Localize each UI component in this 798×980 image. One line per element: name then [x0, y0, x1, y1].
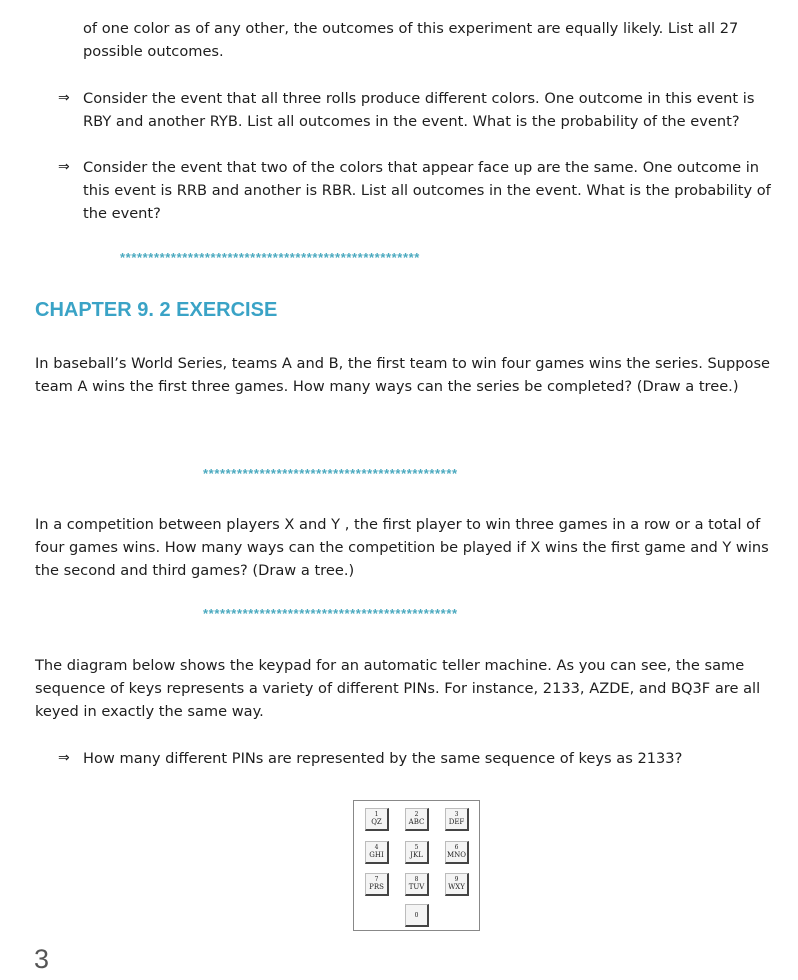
keypad-key-8 [405, 873, 429, 896]
implies-arrow-icon: ⇒ [58, 90, 70, 106]
keypad-key-6 [445, 841, 469, 864]
para-3-line-1: The diagram below shows the keypad for an automatic teller machine. As you can see, the same [35, 657, 745, 674]
star-separator: ********************************************* [203, 466, 458, 481]
key-digit: 3 [454, 811, 459, 818]
keypad-key-0 [405, 904, 429, 927]
implies-arrow-icon: ⇒ [58, 750, 70, 766]
key-digit: 8 [414, 876, 419, 883]
key-digit: 1 [374, 811, 379, 818]
key-letters: PRS [369, 883, 384, 891]
key-digit: 9 [454, 876, 459, 883]
bullet-1-line-1: Consider the event that all three rolls produce different colors. One outcome in this event is [83, 90, 755, 107]
para-2-line-3: the second and third games? (Draw a tree.) [35, 562, 355, 579]
bullet-2-line-2: this event is RRB and another is RBR. List all outcomes in the event. What is the probability of [83, 182, 771, 199]
key-digit: 4 [374, 844, 379, 851]
bullet-2-line-1: Consider the event that two of the colors that appear face up are the same. One outcome in [83, 159, 760, 176]
keypad-key-4 [365, 841, 389, 864]
para-2-line-1: In a competition between players X and Y , the first player to win three games in a row or a total of [35, 516, 761, 533]
keypad-key-2 [405, 808, 429, 831]
para-3-line-3: keyed in exactly the same way. [35, 703, 264, 720]
implies-arrow-icon: ⇒ [58, 159, 70, 175]
key-digit: 5 [414, 844, 419, 851]
para-3-line-2: sequence of keys represents a variety of different PINs. For instance, 2133, AZDE, and BQ3F are all [35, 680, 761, 697]
key-digit: 6 [454, 844, 459, 851]
key-digit: 0 [414, 912, 419, 919]
keypad-key-5 [405, 841, 429, 864]
key-letters: WXY [448, 883, 465, 891]
chapter-title: CHAPTER 9. 2 EXERCISE [35, 299, 278, 321]
page-number: 3 [34, 944, 50, 974]
key-letters: DEF [448, 818, 465, 826]
bullet-2-line-3: the event? [83, 205, 161, 222]
key-digit: 2 [414, 811, 419, 818]
key-letters: MNO [446, 851, 467, 859]
intro-line-2: possible outcomes. [83, 43, 224, 60]
key-letters: JKL [410, 851, 423, 859]
key-letters: QZ [371, 818, 382, 826]
bullet-1-line-2: RBY and another RYB. List all outcomes in the event. What is the probability of the event? [83, 113, 740, 130]
key-letters: TUV [408, 883, 425, 891]
key-letters: ABC [408, 818, 425, 826]
star-separator: ********************************************* [203, 606, 458, 621]
para-1-line-1: In baseball’s World Series, teams A and B, the first team to win four games wins the series. Suppose [35, 355, 771, 372]
keypad-key-1 [365, 808, 389, 831]
para-1-line-2: team A wins the first three games. How many ways can the series be completed? (Draw a tree.) [35, 378, 739, 395]
key-letters: GHI [369, 851, 384, 859]
keypad-key-9 [445, 873, 469, 896]
keypad-key-3 [445, 808, 469, 831]
bullet-3-line-1: How many different PINs are represented by the same sequence of keys as 2133? [83, 750, 683, 767]
para-2-line-2: four games wins. How many ways can the competition be played if X wins the first game and Y wins [35, 539, 769, 556]
atm-keypad [353, 800, 480, 931]
key-digit: 7 [374, 876, 379, 883]
star-separator: ***************************************************** [120, 250, 420, 265]
intro-line-1: of one color as of any other, the outcomes of this experiment are equally likely. List all 27 [83, 20, 739, 37]
keypad-key-7 [365, 873, 389, 896]
